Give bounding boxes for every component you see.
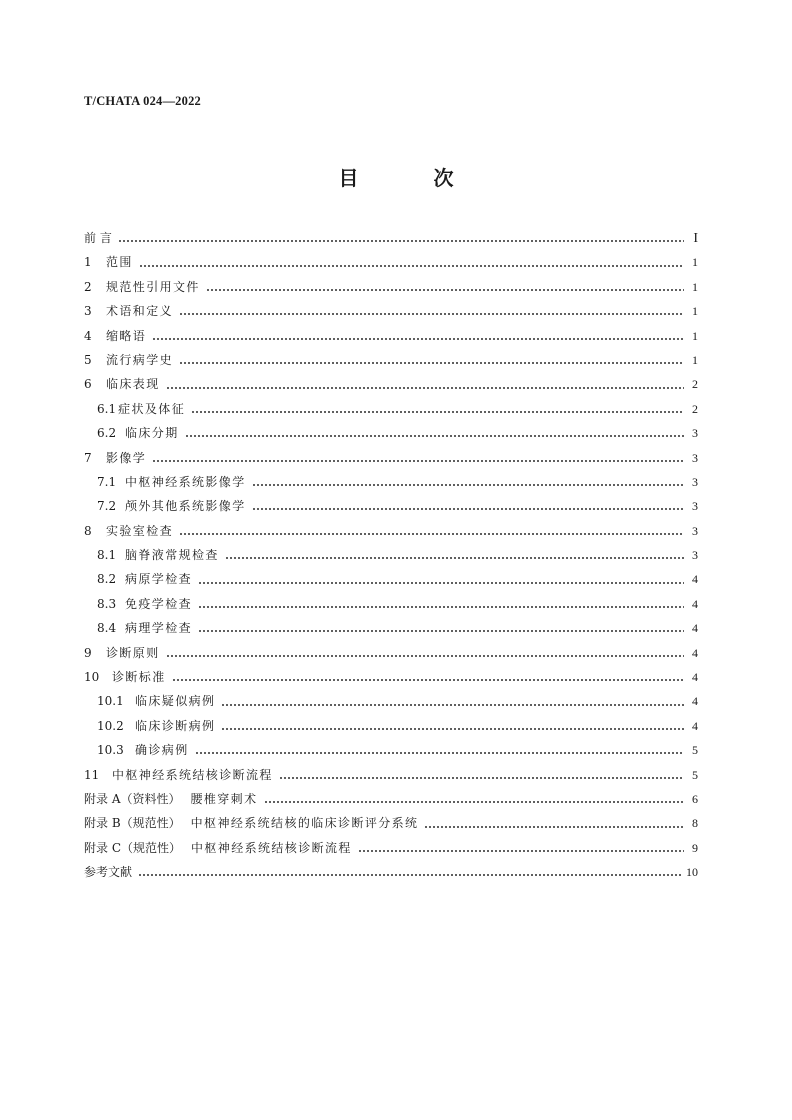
toc-entry-number: 2: [84, 279, 92, 294]
toc-entry-label: 实验室检查: [106, 523, 174, 538]
toc-entry-number: 6.1: [97, 401, 117, 416]
toc-entry-page: 1: [692, 279, 698, 294]
toc-entry-label: 诊断原则: [106, 645, 160, 660]
dot-leader: [279, 769, 684, 781]
dot-leader: [358, 842, 684, 854]
toc-entry-number: 附录 A（资料性）: [84, 791, 181, 806]
toc-entry-label: 腰椎穿刺术: [190, 791, 258, 806]
toc-entry-label: 规范性引用文件: [106, 279, 200, 294]
toc-entry-number: 6.2: [97, 426, 117, 441]
toc-entry[interactable]: [84, 567, 698, 591]
toc-entry[interactable]: [84, 299, 698, 323]
toc-entry-page: 5: [692, 743, 698, 758]
toc-entry-page: 3: [692, 548, 698, 563]
toc-entry-page: 4: [692, 645, 698, 660]
toc-entry[interactable]: [84, 470, 698, 494]
toc-entry-page: 3: [692, 450, 698, 465]
dot-leader: [185, 427, 684, 439]
toc-entry[interactable]: [84, 714, 698, 738]
toc-entry-page: 2: [692, 377, 698, 392]
dot-leader: [179, 525, 684, 537]
toc-entry-page: 4: [692, 718, 698, 733]
toc-entry-label: 颅外其他系统影像学: [125, 499, 246, 514]
toc-entry-page: I: [693, 231, 698, 246]
toc-entry-page: 4: [692, 621, 698, 636]
toc-entry[interactable]: [84, 324, 698, 348]
toc-entry-label: 缩略语: [106, 328, 147, 343]
toc-entry[interactable]: [84, 494, 698, 518]
toc-entry-page: 4: [692, 572, 698, 587]
dot-leader: [221, 696, 684, 708]
toc-entry-number: 7: [84, 450, 92, 465]
toc-entry-page: 3: [692, 426, 698, 441]
dot-leader: [206, 281, 684, 293]
toc-entry-number: 10.3: [97, 743, 124, 758]
toc-entry-label: 免疫学检查: [125, 596, 193, 611]
toc-entry-number: 9: [84, 645, 92, 660]
toc-entry-number: 7.1: [97, 474, 117, 489]
toc-entry-page: 6: [692, 791, 698, 806]
toc-entry-number: 3: [84, 304, 92, 319]
toc-entry-number: 参考文献: [84, 865, 133, 880]
toc-entry-page: 1: [692, 304, 698, 319]
toc-entry-page: 9: [692, 840, 698, 855]
toc-entry[interactable]: [84, 372, 698, 396]
dot-leader: [198, 574, 684, 586]
dot-leader: [252, 476, 684, 488]
toc-entry[interactable]: [84, 275, 698, 299]
toc-entry-page: 4: [692, 670, 698, 685]
toc-entry-number: 5: [84, 352, 92, 367]
toc-entry-label: 临床表现: [106, 377, 160, 392]
dot-leader: [179, 305, 684, 317]
toc-entry-number: 7.2: [97, 499, 117, 514]
toc-entry-number: 8: [84, 523, 92, 538]
toc-entry[interactable]: [84, 446, 698, 470]
toc-entry[interactable]: [84, 421, 698, 445]
toc-entry-page: 1: [692, 328, 698, 343]
toc-entry[interactable]: [84, 763, 698, 787]
toc-entry[interactable]: [84, 738, 698, 762]
dot-leader: [195, 744, 684, 756]
dot-leader: [191, 403, 684, 415]
toc-entry-page: 3: [692, 523, 698, 538]
table-of-contents: [84, 226, 698, 885]
dot-leader: [138, 866, 682, 878]
toc-entry-page: 1: [692, 352, 698, 367]
toc-entry[interactable]: [84, 689, 698, 713]
toc-entry-page: 3: [692, 499, 698, 514]
toc-entry-number: 10.2: [97, 718, 124, 733]
dot-leader: [166, 647, 684, 659]
toc-entry-label: 中枢神经系统结核的临床诊断评分系统: [190, 816, 419, 831]
toc-entry-label: 临床诊断病例: [135, 718, 216, 733]
toc-entry[interactable]: [84, 616, 698, 640]
toc-entry-label: 流行病学史: [106, 352, 174, 367]
toc-entry-label: 影像学: [106, 450, 147, 465]
toc-entry[interactable]: [84, 592, 698, 616]
toc-entry[interactable]: [84, 787, 698, 811]
toc-entry-number: 附录 B（规范性）: [84, 816, 181, 831]
toc-entry-label: 脑脊液常规检查: [125, 548, 219, 563]
toc-entry[interactable]: [84, 348, 698, 372]
toc-entry-page: 3: [692, 474, 698, 489]
dot-leader: [264, 793, 685, 805]
dot-leader: [166, 379, 684, 391]
toc-entry-number: 附录 C（规范性）: [84, 840, 181, 855]
toc-entry-number: 前 言: [84, 231, 112, 245]
dot-leader: [172, 671, 684, 683]
toc-entry[interactable]: [84, 397, 698, 421]
dot-leader: [118, 232, 684, 244]
toc-entry[interactable]: [84, 226, 698, 250]
toc-entry-page: 10: [686, 865, 698, 880]
dot-leader: [179, 354, 684, 366]
toc-entry-page: 2: [692, 401, 698, 416]
toc-entry-page: 4: [692, 694, 698, 709]
toc-entry-page: 1: [692, 255, 698, 270]
toc-entry-page: 4: [692, 596, 698, 611]
toc-entry[interactable]: [84, 811, 698, 835]
toc-entry-label: 病原学检查: [125, 572, 193, 587]
toc-entry-label: 术语和定义: [106, 304, 174, 319]
toc-entry-label: 病理学检查: [125, 621, 193, 636]
toc-entry-page: 8: [692, 816, 698, 831]
dot-leader: [221, 720, 684, 732]
document-id: T/CHATA 024—2022: [84, 94, 201, 108]
toc-entry-number: 6: [84, 377, 92, 392]
toc-entry-number: 8.3: [97, 596, 117, 611]
dot-leader: [152, 452, 684, 464]
toc-entry-label: 诊断标准: [112, 670, 166, 685]
dot-leader: [225, 549, 684, 561]
toc-entry-label: 中枢神经系统结核诊断流程: [191, 840, 352, 855]
toc-entry-label: 临床分期: [125, 426, 179, 441]
dot-leader: [198, 598, 684, 610]
toc-entry-number: 8.2: [97, 572, 117, 587]
dot-leader: [424, 818, 684, 830]
page-title: 目 次: [338, 166, 488, 190]
dot-leader: [139, 257, 684, 269]
toc-entry-number: 4: [84, 328, 92, 343]
toc-entry-label: 症状及体征: [118, 401, 186, 416]
toc-entry[interactable]: [84, 519, 698, 543]
toc-entry[interactable]: [84, 543, 698, 567]
toc-entry-page: 5: [692, 767, 698, 782]
toc-entry-label: 中枢神经系统结核诊断流程: [112, 767, 273, 782]
toc-entry[interactable]: [84, 665, 698, 689]
toc-entry[interactable]: [84, 641, 698, 665]
toc-entry-label: 中枢神经系统影像学: [125, 474, 246, 489]
dot-leader: [252, 500, 684, 512]
toc-entry-label: 临床疑似病例: [135, 694, 216, 709]
toc-entry-label: 范围: [106, 255, 133, 270]
toc-entry[interactable]: [84, 860, 698, 884]
toc-entry[interactable]: [84, 250, 698, 274]
toc-entry-number: 1: [84, 255, 92, 270]
dot-leader: [198, 622, 684, 634]
toc-entry-number: 8.1: [97, 548, 117, 563]
toc-entry-label: 确诊病例: [135, 743, 189, 758]
dot-leader: [152, 330, 684, 342]
toc-entry[interactable]: [84, 836, 698, 860]
toc-entry-number: 10.1: [97, 694, 124, 709]
toc-entry-number: 8.4: [97, 621, 117, 636]
toc-entry-number: 10: [84, 670, 100, 685]
toc-entry-number: 11: [84, 767, 100, 782]
